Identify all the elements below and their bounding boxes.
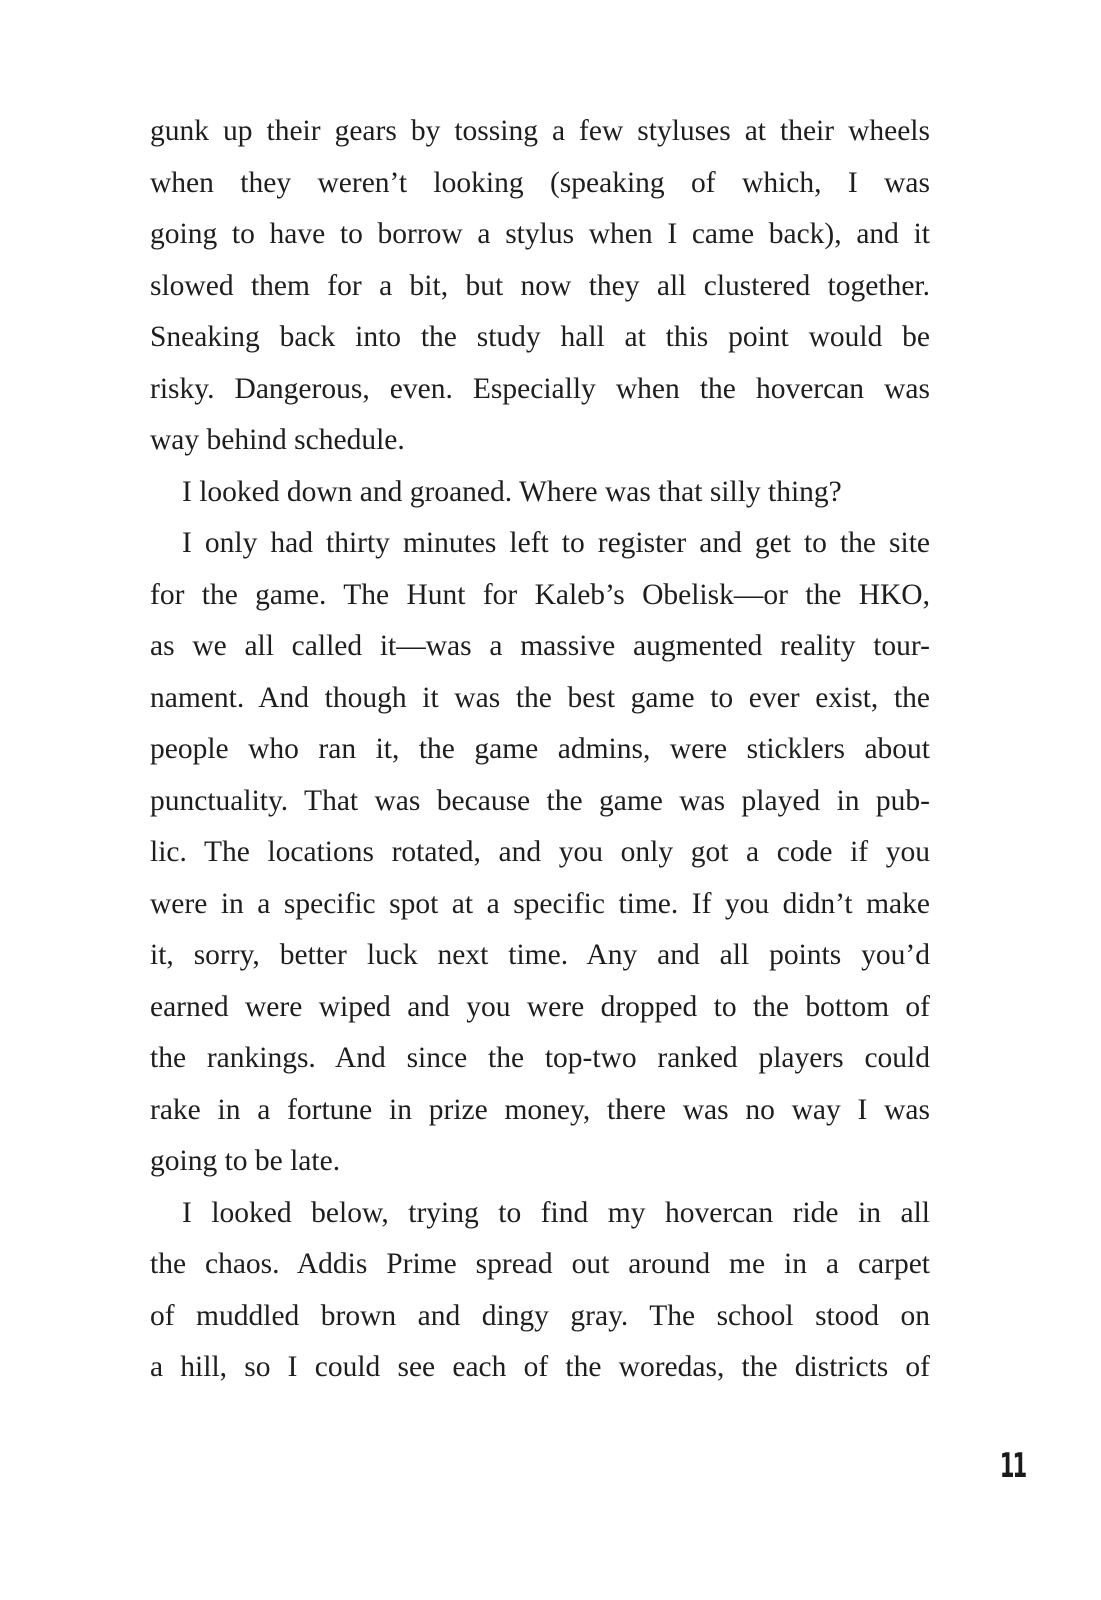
text-line: it, sorry, better luck next time. Any and all points you’d: [150, 939, 930, 971]
text-line: when they weren’t looking (speaking of which, I was: [150, 166, 930, 199]
text-line: I looked down and groaned. Where was that silly thing?: [182, 475, 842, 508]
text-line: a hill, so I could see each of the woredas, the districts of: [150, 1351, 930, 1383]
text-line: people who ran it, the game admins, were sticklers about: [150, 733, 930, 765]
text-line: I looked below, trying to find my hovercan ride in all: [182, 1196, 930, 1229]
text-line: slowed them for a bit, but now they all clustered together.: [150, 269, 930, 302]
text-line: Sneaking back into the study hall at this point would be: [150, 321, 930, 353]
text-line: punctuality. That was because the game was played in pub-: [150, 784, 930, 817]
text-line: the chaos. Addis Prime spread out around me in a carpet: [150, 1248, 930, 1280]
text-line: nament. And though it was the best game to ever exist, the: [150, 681, 930, 714]
text-line: of muddled brown and dingy gray. The school stood on: [150, 1299, 930, 1332]
text-line: rake in a fortune in prize money, there was no way I was: [150, 1093, 930, 1126]
text-line: risky. Dangerous, even. Especially when the hovercan was: [150, 372, 930, 405]
text-line: going to be late.: [150, 1145, 341, 1177]
text-line: way behind schedule.: [150, 424, 405, 456]
text-line: the rankings. And since the top-two ranked players could: [150, 1042, 930, 1074]
text-line: I only had thirty minutes left to register and get to the site: [182, 527, 930, 559]
text-line: for the game. The Hunt for Kaleb’s Obelisk—or the HKO,: [150, 578, 930, 611]
text-line: as we all called it—was a massive augmented reality tour-: [150, 630, 930, 662]
text-line: were in a specific spot at a specific time. If you didn’t make: [150, 887, 930, 920]
text-line: going to have to borrow a stylus when I came back), and it: [150, 218, 930, 250]
body-text: [150, 106, 930, 1394]
text-line: lic. The locations rotated, and you only got a code if you: [150, 836, 930, 868]
text-line: earned were wiped and you were dropped to the bottom of: [150, 990, 930, 1023]
page-number: 11: [999, 1446, 1025, 1486]
text-line: gunk up their gears by tossing a few styluses at their wheels: [150, 115, 930, 147]
